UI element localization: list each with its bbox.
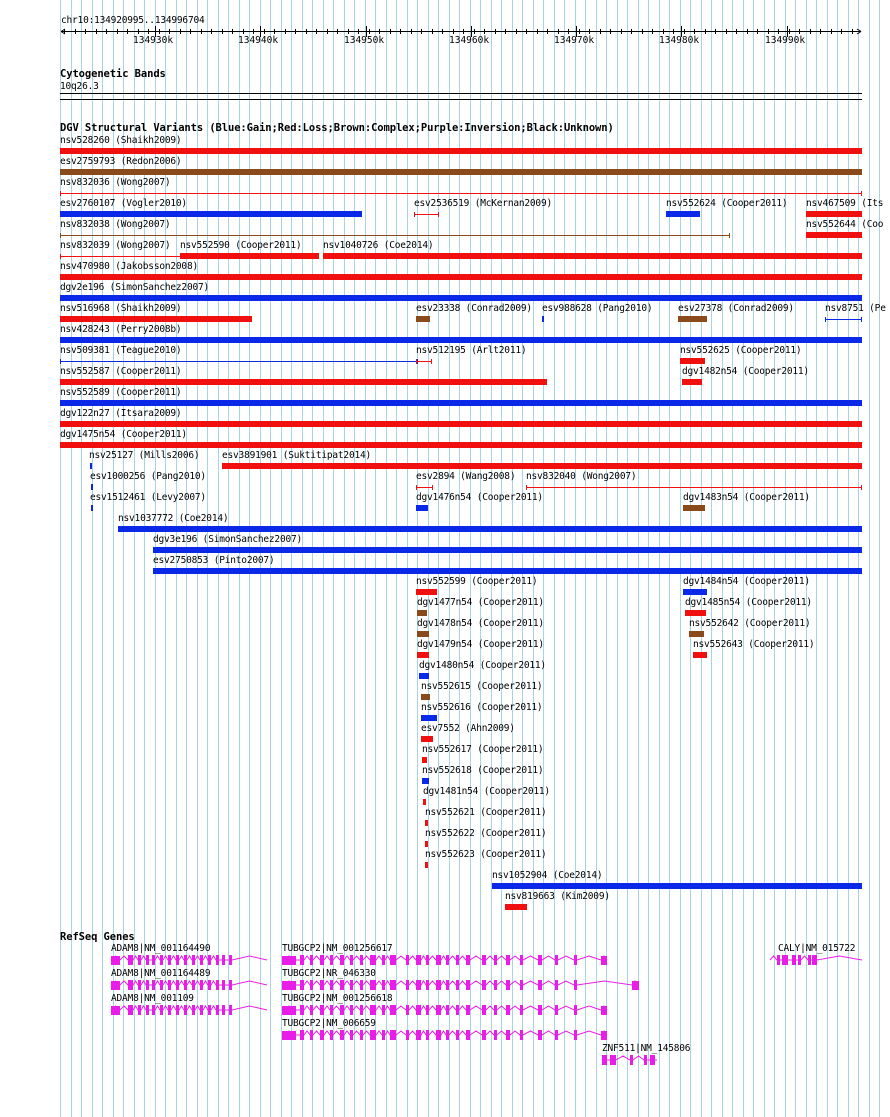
gene-exon (330, 980, 333, 990)
gene-exon (630, 1055, 633, 1065)
dgv-feature-label[interactable]: nsv832039 (Wong2007) (60, 240, 171, 251)
gene-exon (406, 980, 409, 990)
dgv-feature-bar[interactable] (416, 589, 437, 595)
gene-exon (350, 980, 353, 990)
dgv-feature-label[interactable]: nsv528260 (Shaikh2009) (60, 135, 182, 146)
gene-exon (446, 980, 449, 990)
gene-exon (436, 1005, 441, 1015)
gene-exon (456, 1005, 459, 1015)
gene-exon (382, 980, 385, 990)
dgv-feature-bar[interactable] (180, 253, 319, 259)
dgv-feature-label[interactable]: esv2536519 (McKernan2009) (414, 198, 552, 209)
ruler-tick-label: 134940k (238, 35, 279, 46)
gene-exon (406, 1005, 409, 1015)
dgv-feature-bar[interactable] (666, 211, 700, 217)
dgv-feature-label[interactable]: esv2750853 (Pinto2007) (153, 555, 275, 566)
dgv-feature-bar[interactable] (492, 883, 862, 889)
gene-exon (370, 980, 376, 990)
dgv-feature-label[interactable]: nsv552617 (Cooper2011) (422, 744, 544, 755)
gene-exon (330, 1005, 333, 1015)
gene-exon (370, 1005, 376, 1015)
dgv-feature-bar[interactable] (417, 652, 429, 658)
gene-exon (426, 980, 429, 990)
dgv-feature-label[interactable]: esv1000256 (Pang2010) (90, 471, 206, 482)
refseq-gene-label[interactable]: TUBGCP2|NR_046330 (282, 968, 376, 979)
gene-exon (782, 955, 788, 965)
gene-exon (494, 1005, 497, 1015)
dgv-feature-bar[interactable] (416, 505, 428, 511)
dgv-feature-bar[interactable] (153, 568, 862, 574)
gene-exon (382, 1005, 385, 1015)
gene-exon (446, 1030, 449, 1040)
gene-exon (610, 1055, 616, 1065)
dgv-feature-label[interactable]: nsv552624 (Cooper2011) (666, 198, 788, 209)
gene-exon (310, 1005, 313, 1015)
dgv-feature-bar[interactable] (60, 256, 197, 257)
gene-exon (555, 1030, 558, 1040)
refseq-gene-label[interactable]: ZNF511|NM_145806 (602, 1043, 691, 1054)
dgv-feature-label[interactable]: esv7552 (Ahn2009) (421, 723, 515, 734)
dgv-feature-bar[interactable] (60, 400, 862, 406)
gene-exon (506, 980, 510, 990)
dgv-feature-label[interactable]: dgv1483n54 (Cooper2011) (683, 492, 810, 503)
refseq-gene-label[interactable]: TUBGCP2|NM_006659 (282, 1018, 376, 1029)
dgv-feature-bar[interactable] (60, 193, 862, 194)
dgv-feature-label[interactable]: nsv552621 (Cooper2011) (425, 807, 547, 818)
gene-exon (520, 1030, 523, 1040)
dgv-feature-label[interactable]: dgv1481n54 (Cooper2011) (423, 786, 550, 797)
gene-exon (350, 1030, 353, 1040)
refseq-gene-label[interactable]: ADAM8|NM_001109 (111, 993, 194, 1004)
refseq-gene-model[interactable] (0, 1052, 890, 1070)
dgv-feature-label[interactable]: dgv1482n54 (Cooper2011) (682, 366, 809, 377)
dgv-feature-bar[interactable] (693, 652, 707, 658)
gene-exon (632, 981, 639, 990)
gene-exon (360, 1005, 363, 1015)
gene-exon (300, 980, 304, 990)
dgv-track-title: DGV Structural Variants (Blue:Gain;Red:Loss;Brown:Complex;Purple:Inversion;Black:Unknown) (60, 122, 614, 134)
dgv-feature-bar[interactable] (425, 820, 428, 826)
gene-intron-line (282, 981, 639, 985)
dgv-feature-bar[interactable] (91, 505, 93, 511)
gene-exon (282, 1031, 296, 1040)
dgv-feature-bar[interactable] (60, 316, 252, 322)
dgv-feature-label[interactable]: dgv1480n54 (Cooper2011) (419, 660, 546, 671)
gene-exon (555, 1005, 558, 1015)
gene-exon (456, 980, 459, 990)
dgv-feature-label[interactable]: nsv509381 (Teague2010) (60, 345, 182, 356)
dgv-feature-bar[interactable] (60, 421, 862, 427)
gene-exon (340, 1030, 344, 1040)
dgv-feature-bar[interactable] (806, 211, 862, 217)
dgv-feature-label[interactable]: dgv3e196 (SimonSanchez2007) (153, 534, 303, 545)
dgv-feature-bar[interactable] (416, 361, 432, 362)
dgv-feature-label[interactable]: esv27378 (Conrad2009) (678, 303, 794, 314)
dgv-feature-bar[interactable] (417, 631, 429, 637)
dgv-feature-bar[interactable] (60, 361, 418, 362)
gene-exon (390, 980, 396, 990)
cytoband-line-top (60, 93, 862, 94)
dgv-feature-label[interactable]: esv23338 (Conrad2009) (416, 303, 532, 314)
dgv-feature-bar[interactable] (416, 487, 433, 488)
gene-exon (482, 1005, 486, 1015)
gene-exon (390, 1030, 396, 1040)
refseq-gene-label[interactable]: TUBGCP2|NM_001256617 (282, 943, 393, 954)
dgv-feature-label[interactable]: dgv1477n54 (Cooper2011) (417, 597, 544, 608)
gene-exon (360, 1030, 363, 1040)
dgv-feature-bar[interactable] (421, 715, 437, 721)
gene-exon (426, 1005, 429, 1015)
refseq-gene-label[interactable]: ADAM8|NM_001164490 (111, 943, 211, 954)
ruler-tick-label: 134950k (344, 35, 385, 46)
dgv-feature-bar[interactable] (680, 358, 705, 364)
dgv-feature-bar[interactable] (60, 169, 862, 175)
gene-exon (494, 1030, 497, 1040)
dgv-feature-bar[interactable] (422, 757, 427, 763)
dgv-feature-label[interactable]: dgv2e196 (SimonSanchez2007) (60, 282, 210, 293)
refseq-gene-label[interactable]: ADAM8|NM_001164489 (111, 968, 211, 979)
gene-exon (330, 1030, 333, 1040)
dgv-feature-label[interactable]: dgv1478n54 (Cooper2011) (417, 618, 544, 629)
gene-exon (538, 1030, 542, 1040)
dgv-feature-bar[interactable] (422, 778, 429, 784)
dgv-feature-label[interactable]: esv2894 (Wang2008) (416, 471, 516, 482)
gene-exon (574, 980, 577, 990)
dgv-feature-label[interactable]: esv988628 (Pang2010) (542, 303, 653, 314)
dgv-feature-label[interactable]: esv2759793 (Redon2006) (60, 156, 182, 167)
dgv-feature-bar[interactable] (421, 694, 430, 700)
dgv-feature-label[interactable]: nsv552642 (Cooper2011) (689, 618, 811, 629)
gene-exon (482, 1030, 486, 1040)
dgv-feature-label[interactable]: nsv832040 (Wong2007) (526, 471, 637, 482)
gene-exon (416, 1005, 421, 1015)
dgv-feature-bar[interactable] (60, 337, 862, 343)
dgv-feature-label[interactable]: nsv552622 (Cooper2011) (425, 828, 547, 839)
dgv-feature-bar[interactable] (806, 232, 862, 238)
gene-exon (340, 980, 344, 990)
gene-exon (320, 1030, 324, 1040)
dgv-feature-label[interactable]: dgv1476n54 (Cooper2011) (416, 492, 543, 503)
dgv-feature-bar[interactable] (683, 589, 707, 595)
ruler-tick-label: 134970k (554, 35, 595, 46)
gene-exon (282, 1006, 296, 1015)
dgv-feature-label[interactable]: nsv552589 (Cooper2011) (60, 387, 182, 398)
refseq-gene-label[interactable]: TUBGCP2|NM_001256618 (282, 993, 393, 1004)
gene-exon (340, 1005, 344, 1015)
dgv-feature-label[interactable]: nsv1040726 (Coe2014) (323, 240, 434, 251)
gene-exon (602, 1055, 607, 1065)
dgv-feature-label[interactable]: dgv1475n54 (Cooper2011) (60, 429, 187, 440)
cytoband-label: 10q26.3 (60, 81, 99, 92)
gene-exon (601, 1006, 607, 1015)
dgv-feature-bar[interactable] (416, 316, 430, 322)
dgv-feature-label[interactable]: nsv832036 (Wong2007) (60, 177, 171, 188)
dgv-feature-bar[interactable] (689, 631, 704, 637)
gene-exon (320, 1005, 324, 1015)
gene-exon (456, 1030, 459, 1040)
gene-exon (812, 955, 817, 965)
dgv-feature-label[interactable]: nsv552623 (Cooper2011) (425, 849, 547, 860)
gene-exon (310, 980, 313, 990)
dgv-feature-label[interactable]: nsv1037772 (Coe2014) (118, 513, 229, 524)
ruler-tick-label: 134930k (133, 35, 174, 46)
dgv-feature-label[interactable]: nsv8751 (Pe (825, 303, 886, 314)
gene-exon (644, 1055, 647, 1065)
ruler-tick-label: 134980k (659, 35, 700, 46)
dgv-feature-label[interactable]: nsv470980 (Jakobsson2008) (60, 261, 198, 272)
gene-exon (436, 1030, 441, 1040)
dgv-feature-label[interactable]: nsv552590 (Cooper2011) (180, 240, 302, 251)
dgv-feature-bar[interactable] (91, 484, 93, 490)
dgv-feature-bar[interactable] (118, 526, 862, 532)
dgv-feature-bar[interactable] (421, 736, 433, 742)
gene-exon (574, 1005, 577, 1015)
dgv-feature-bar[interactable] (683, 505, 705, 511)
dgv-feature-label[interactable]: dgv1484n54 (Cooper2011) (683, 576, 810, 587)
dgv-feature-label[interactable]: dgv1485n54 (Cooper2011) (685, 597, 812, 608)
gene-exon (777, 955, 780, 965)
gene-exon (360, 980, 363, 990)
dgv-feature-bar[interactable] (414, 214, 439, 215)
gene-exon (555, 980, 558, 990)
dgv-feature-label[interactable]: nsv552615 (Cooper2011) (421, 681, 543, 692)
dgv-feature-label[interactable]: nsv467509 (Its (806, 198, 884, 209)
gene-exon (601, 1031, 607, 1040)
dgv-feature-label[interactable]: nsv552643 (Cooper2011) (693, 639, 815, 650)
dgv-feature-bar[interactable] (60, 274, 862, 280)
dgv-feature-bar[interactable] (425, 862, 428, 868)
gene-exon (350, 1005, 353, 1015)
gene-exon (416, 980, 421, 990)
gene-exon (466, 1005, 470, 1015)
gene-exon (382, 1030, 385, 1040)
cytoband-line-bottom (60, 99, 862, 100)
dgv-feature-label[interactable]: nsv832038 (Wong2007) (60, 219, 171, 230)
dgv-feature-bar[interactable] (60, 211, 362, 217)
dgv-feature-bar[interactable] (423, 799, 426, 805)
dgv-feature-bar[interactable] (825, 319, 862, 320)
dgv-feature-label[interactable]: nsv552616 (Cooper2011) (421, 702, 543, 713)
gene-exon (300, 1030, 304, 1040)
gene-exon (406, 1030, 409, 1040)
dgv-feature-label[interactable]: esv3891901 (Suktitipat2014) (222, 450, 372, 461)
gene-exon (300, 1005, 304, 1015)
dgv-feature-label[interactable]: nsv1052904 (Coe2014) (492, 870, 603, 881)
dgv-feature-bar[interactable] (682, 379, 702, 385)
dgv-feature-label[interactable]: esv2760107 (Vogler2010) (60, 198, 187, 209)
dgv-feature-label[interactable]: dgv122n27 (Itsara2009) (60, 408, 182, 419)
gene-exon (466, 980, 470, 990)
gene-exon (320, 980, 324, 990)
refseq-gene-model[interactable] (0, 977, 890, 995)
gene-exon (426, 1030, 429, 1040)
cytoband-track-title: Cytogenetic Bands (60, 68, 166, 80)
gene-exon (494, 980, 497, 990)
dgv-feature-label[interactable]: nsv552644 (Coo (806, 219, 884, 230)
gene-exon (798, 955, 801, 965)
dgv-feature-bar[interactable] (419, 673, 429, 679)
refseq-gene-model[interactable] (0, 1002, 890, 1020)
dgv-feature-label[interactable]: nsv552625 (Cooper2011) (680, 345, 802, 356)
gene-exon (446, 1005, 449, 1015)
gene-exon (808, 955, 811, 965)
dgv-feature-bar[interactable] (425, 841, 428, 847)
gene-exon (792, 955, 796, 965)
dgv-feature-label[interactable]: dgv1479n54 (Cooper2011) (417, 639, 544, 650)
ruler-tick-label: 134990k (765, 35, 806, 46)
refseq-gene-model[interactable] (0, 952, 890, 970)
dgv-feature-label[interactable]: nsv428243 (Perry2008b) (60, 324, 182, 335)
dgv-feature-bar[interactable] (153, 547, 862, 553)
gene-exon (390, 1005, 396, 1015)
gene-exon (466, 1030, 470, 1040)
gene-exon (574, 1030, 577, 1040)
dgv-feature-label[interactable]: nsv512195 (Arlt2011) (416, 345, 527, 356)
dgv-feature-bar[interactable] (60, 379, 547, 385)
dgv-feature-bar[interactable] (678, 316, 707, 322)
refseq-gene-model[interactable] (0, 1027, 890, 1045)
gene-exon (506, 1030, 510, 1040)
gene-exon (506, 1005, 510, 1015)
dgv-feature-label[interactable]: nsv552599 (Cooper2011) (416, 576, 538, 587)
gene-exon (282, 981, 296, 990)
dgv-feature-bar[interactable] (526, 487, 862, 488)
dgv-feature-label[interactable]: nsv516968 (Shaikh2009) (60, 303, 182, 314)
dgv-feature-bar[interactable] (90, 463, 92, 469)
dgv-feature-label[interactable]: nsv25127 (Mills2006) (89, 450, 200, 461)
gene-exon (482, 980, 486, 990)
gene-exon (436, 980, 441, 990)
gene-exon (416, 1030, 421, 1040)
dgv-feature-label[interactable]: nsv819663 (Kim2009) (505, 891, 610, 902)
dgv-feature-bar[interactable] (542, 316, 544, 322)
gene-exon (538, 1005, 542, 1015)
dgv-feature-bar[interactable] (685, 610, 706, 616)
gene-exon (650, 1055, 655, 1065)
dgv-feature-bar[interactable] (60, 442, 862, 448)
gene-exon (310, 1030, 313, 1040)
dgv-feature-bar[interactable] (505, 904, 527, 910)
dgv-feature-bar[interactable] (60, 148, 862, 154)
dgv-feature-bar[interactable] (417, 610, 427, 616)
dgv-feature-bar[interactable] (60, 235, 730, 236)
dgv-feature-bar[interactable] (222, 463, 862, 469)
refseq-gene-label[interactable]: CALY|NM_015722 (778, 943, 856, 954)
gene-exon (520, 1005, 523, 1015)
gene-exon (520, 980, 523, 990)
locus-label: chr10:134920995..134996704 (61, 15, 205, 26)
ruler-tick-label: 134960k (449, 35, 490, 46)
gene-exon (538, 980, 542, 990)
gene-exon (370, 1030, 376, 1040)
dgv-feature-label[interactable]: nsv552618 (Cooper2011) (422, 765, 544, 776)
dgv-feature-bar[interactable] (60, 295, 862, 301)
dgv-feature-bar[interactable] (323, 253, 862, 259)
dgv-feature-label[interactable]: esv1512461 (Levy2007) (90, 492, 206, 503)
refseq-track-title: RefSeq Genes (60, 931, 135, 943)
dgv-feature-label[interactable]: nsv552587 (Cooper2011) (60, 366, 182, 377)
